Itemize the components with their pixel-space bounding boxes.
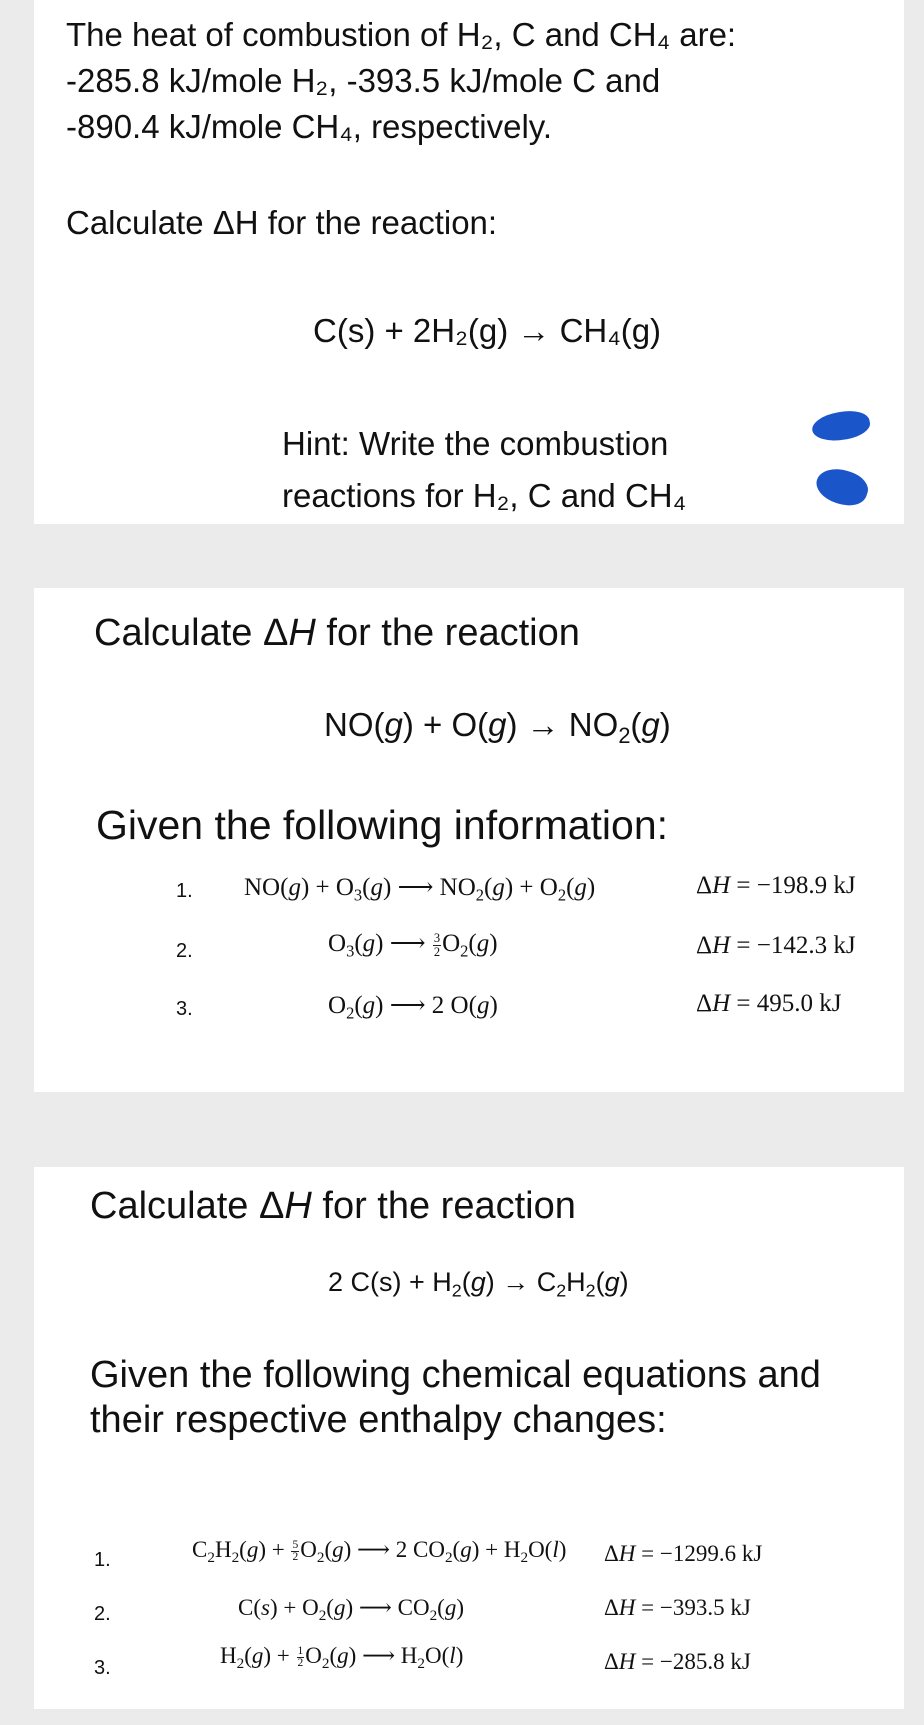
hint-line-2: reactions for H₂, C and CH₄ xyxy=(282,477,687,514)
enthalpy-1: ΔH = −1299.6 kJ xyxy=(604,1541,763,1566)
target-reaction: C(s) + 2H₂(g) → CH₄(g) xyxy=(313,312,662,349)
enthalpy-3: ΔH = 495.0 kJ xyxy=(696,990,842,1017)
prompt-text: Calculate ΔH for the reaction xyxy=(90,1185,576,1227)
enthalpy-2: ΔH = −142.3 kJ xyxy=(696,932,856,959)
equation-number-1: 1. xyxy=(176,880,193,902)
intro-line-3: -890.4 kJ/mole CH₄, respectively. xyxy=(66,108,553,145)
equation-1: $C_2H_2(g)$ + $\frac{5}{2}$ $O_2(g)$ ⟶ 2 $CO_2(g) + H_2O(l)$ xyxy=(192,1537,567,1566)
hint-text xyxy=(282,418,686,522)
equation-2: $O_3(g)$ ⟶ $\frac{3}{2}$ $O_2(g)$ xyxy=(328,930,498,961)
problem-card-2 xyxy=(34,588,904,1092)
equation-2: $C(s) + O_2(g)$ ⟶ $CO_2(g)$ xyxy=(238,1595,464,1624)
enthalpy-1: ΔH = −198.9 kJ xyxy=(696,872,856,899)
problem-card-3 xyxy=(34,1167,904,1709)
target-reaction: $NO(g) + O(g) \to NO_2(g)$ xyxy=(324,706,671,748)
equation-3: $O_2(g)$ ⟶ 2 O(g) xyxy=(328,992,498,1023)
enthalpy-2: ΔH = −393.5 kJ xyxy=(604,1595,751,1620)
problem-card-1 xyxy=(34,0,904,524)
target-reaction: 2 $C(s) + H_2(g) \to C_2H_2(g)$ xyxy=(328,1267,629,1301)
equation-number-3: 3. xyxy=(176,998,193,1020)
equation-number-2: 2. xyxy=(176,940,193,962)
equation-3: $H_2(g)$ + $\frac{1}{2}$ $O_2(g)$ ⟶ $H_2O(l)$ xyxy=(220,1643,464,1672)
given-heading: Given the following information: xyxy=(96,802,669,848)
equation-number-1: 1. xyxy=(94,1549,111,1571)
hint-line-1: Hint: Write the combustion xyxy=(282,425,669,462)
intro-text xyxy=(66,12,736,150)
prompt-text: Calculate ΔH for the reaction xyxy=(94,612,580,654)
given-line-1: Given the following chemical equations and xyxy=(90,1354,821,1396)
prompt-text: Calculate ΔH for the reaction: xyxy=(66,204,498,241)
intro-line-1: The heat of combustion of H₂, C and CH₄ are: xyxy=(66,16,737,53)
enthalpy-3: ΔH = −285.8 kJ xyxy=(604,1649,751,1674)
equation-1: $NO(g) + O_3(g)$ ⟶ $NO_2(g) + O_2(g)$ xyxy=(244,874,596,905)
equation-number-3: 3. xyxy=(94,1657,111,1679)
equation-number-2: 2. xyxy=(94,1603,111,1625)
given-heading xyxy=(90,1353,821,1443)
intro-line-2: -285.8 kJ/mole H₂, -393.5 kJ/mole C and xyxy=(66,62,661,99)
given-line-2: their respective enthalpy changes: xyxy=(90,1399,667,1441)
